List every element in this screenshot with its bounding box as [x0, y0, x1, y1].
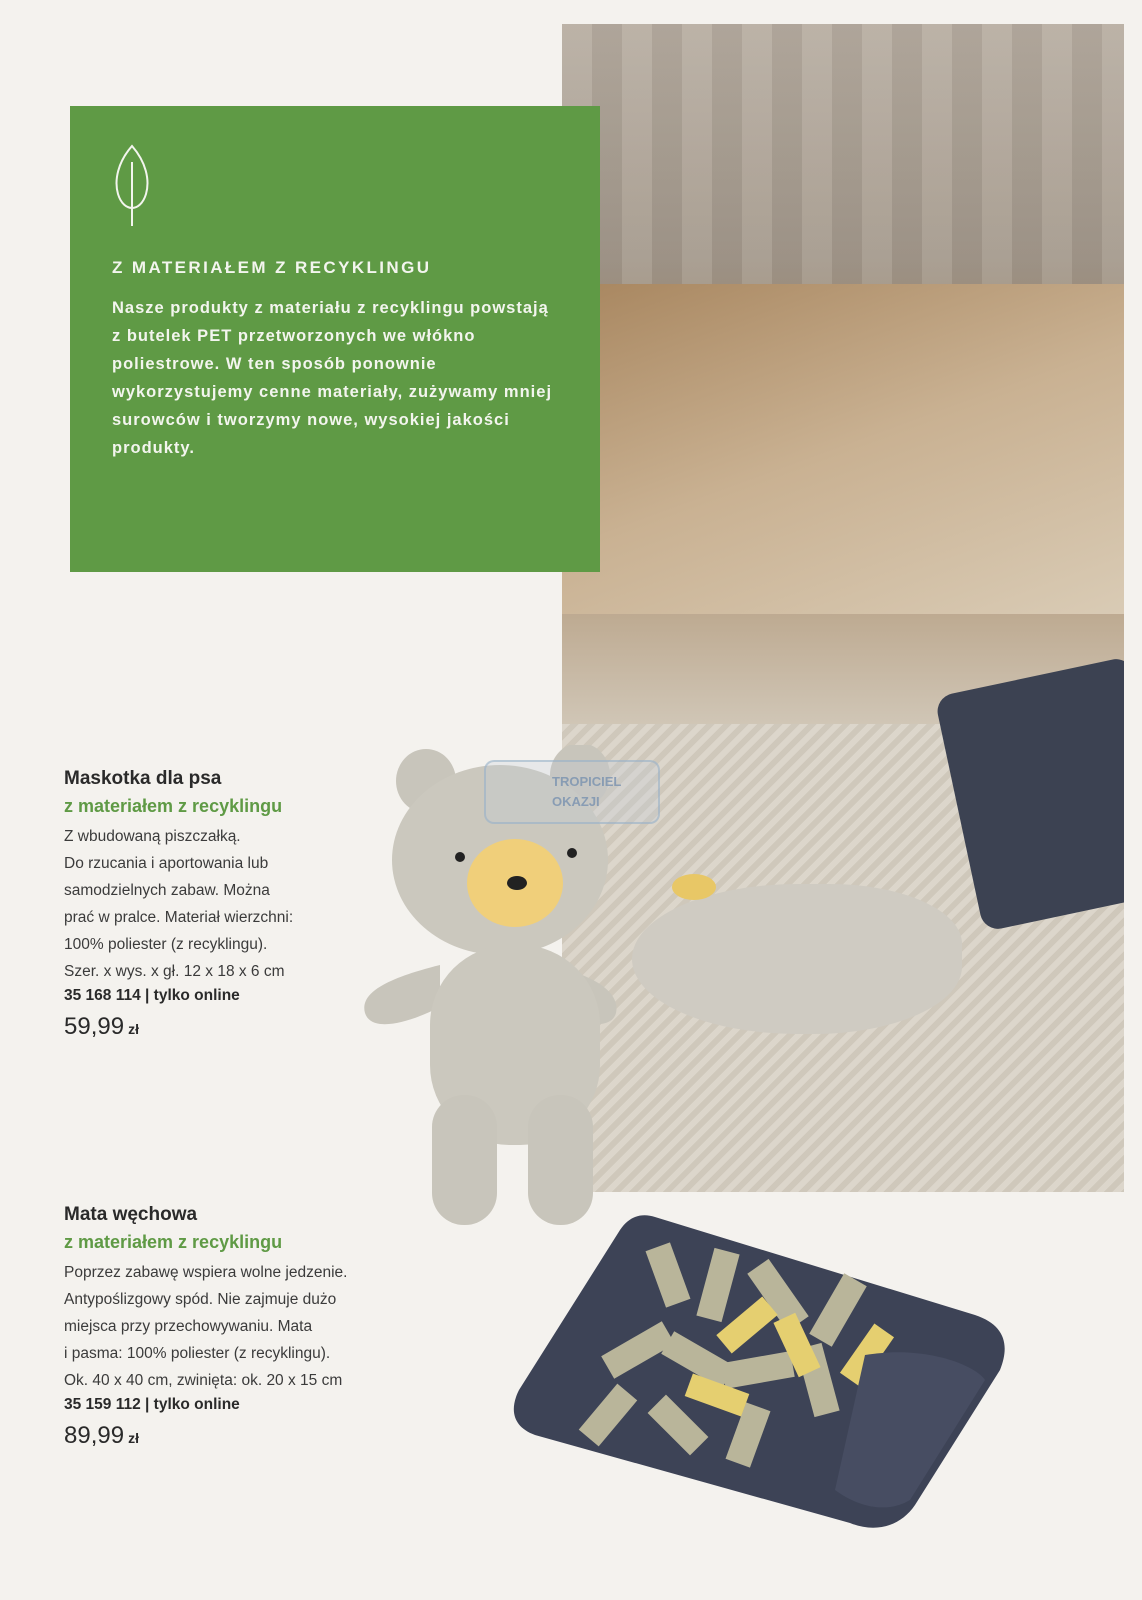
duck-toy-in-photo: [632, 884, 962, 1034]
watermark-logo: [484, 760, 660, 824]
snuffle-mat-image: [505, 1205, 1015, 1535]
info-title: Z MATERIAŁEM Z RECYKLINGU: [112, 258, 432, 277]
price-value: 89,99: [64, 1422, 125, 1449]
product-description: Z wbudowaną piszczałką. Do rzucania i aportowania lub samodzielnych zabaw. Można prać w pralce. Materiał wierzchni: 100% poliester (z recyklingu). Szer. x wys. x gł. 12 x 18 x 6 cm: [64, 828, 294, 980]
product-description: Poprzez zabawę wspiera wolne jedzenie. Antypoślizgowy spód. Nie zajmuje dużo miejsca przy przechowywaniu. Mata i pasma: 100% poliester (z recyklingu). Ok. 40 x 40 cm, zwinięta: ok. 20 x 15 cm: [64, 1264, 348, 1389]
product-price: [64, 1422, 504, 1450]
product-dog-mascot: [64, 768, 464, 1041]
product-name: Maskotka dla psa: [64, 768, 222, 789]
recycling-info-box: [70, 106, 600, 572]
info-text: Nasze produkty z materiału z recyklingu powstają z butelek PET przetworzonych we włókno poliestrowe. W ten sposób ponownie wykorzystujemy cenne materiały, zużywamy mniej surowców i tworzymy nowe, wysokiej jakości produkty.: [112, 299, 553, 457]
curtain: [562, 24, 1124, 284]
price-currency: zł: [128, 1021, 139, 1037]
product-code: 35 168 114 | tylko online: [64, 987, 240, 1004]
lifestyle-photo: [562, 24, 1124, 1192]
product-price: [64, 1013, 464, 1041]
product-snuffle-mat: [64, 1204, 504, 1450]
price-value: 59,99: [64, 1013, 125, 1040]
product-code: 35 159 112 | tylko online: [64, 1396, 240, 1413]
wooden-floor: [562, 284, 1124, 614]
price-currency: zł: [128, 1430, 139, 1446]
product-subtitle: z materiałem z recyklingu: [64, 796, 283, 816]
leaf-icon: [112, 144, 152, 228]
watermark-line-2: OKAZJI: [552, 794, 600, 809]
watermark-line-1: TROPICIEL: [552, 774, 622, 789]
product-name: Mata węchowa: [64, 1204, 198, 1225]
product-subtitle: z materiałem z recyklingu: [64, 1232, 283, 1252]
duck-beak: [672, 874, 716, 900]
